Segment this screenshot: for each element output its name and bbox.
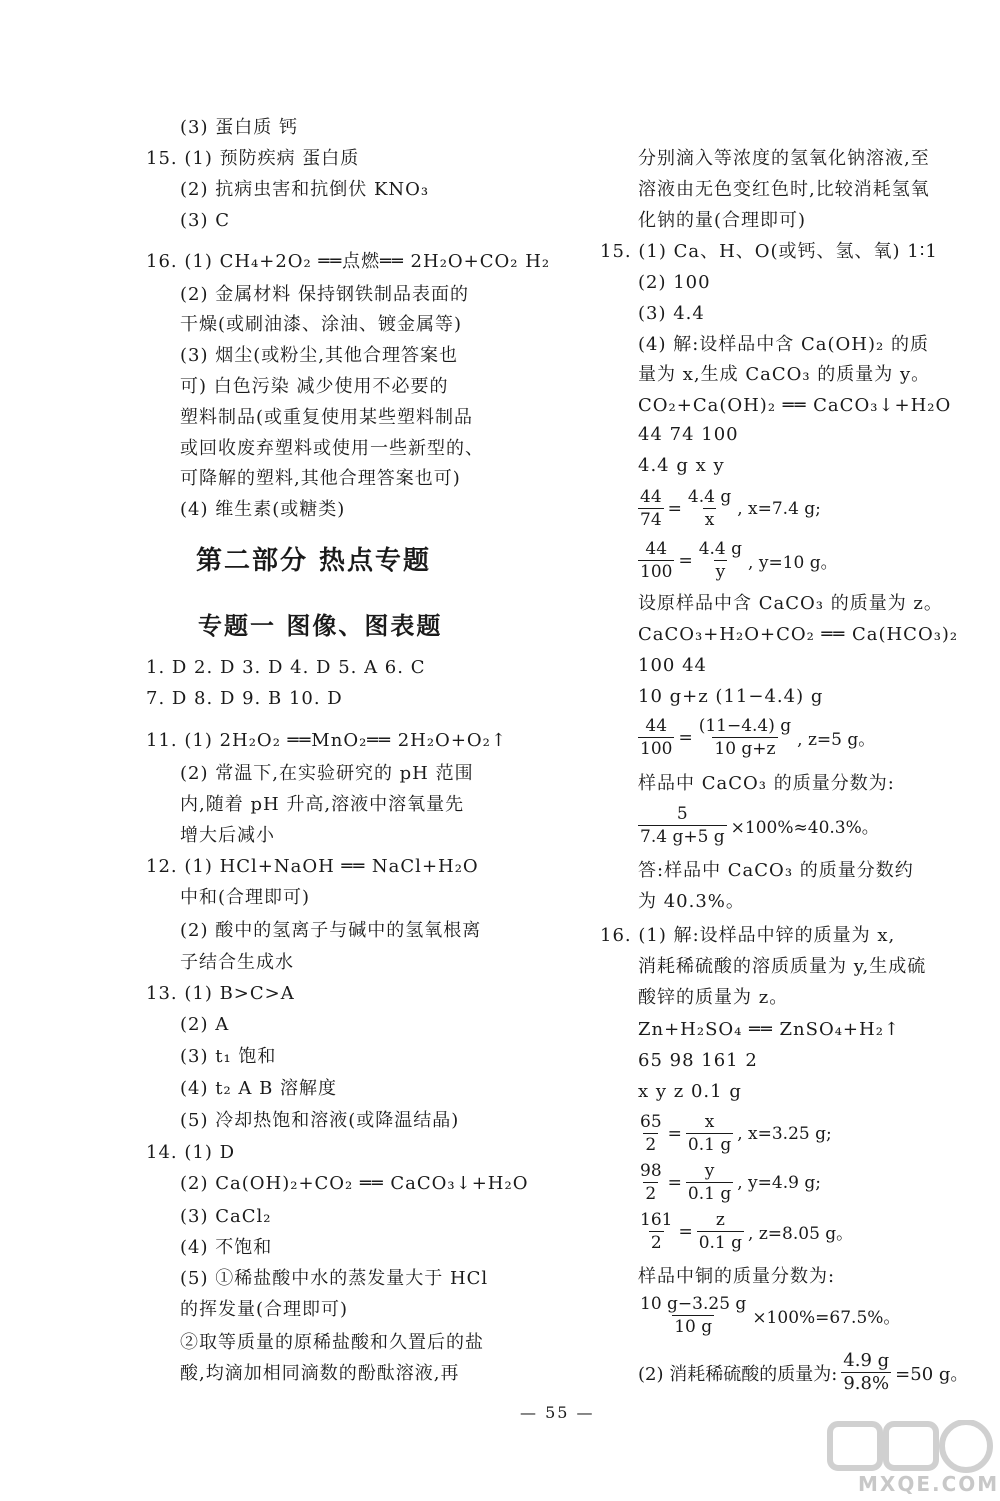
answer-line: 11. (1) 2H₂O₂ ══MnO₂══ 2H₂O+O₂↑ [146, 730, 507, 751]
equation-line: 44 74 100 [638, 424, 739, 445]
answer-line: 样品中铜的质量分数为: [638, 1266, 836, 1287]
answer-line: (5) 冷却热饱和溶液(或降温结晶) [180, 1110, 460, 1131]
fraction-equation: $\frac{44}{100}$ = $\frac{(11-4.4) g}{10 g+z}$ , z=5 g。 [640, 716, 876, 759]
answer-line: 16. (1) CH₄+2O₂ ══点燃══ 2H₂O+CO₂ H₂ [146, 251, 551, 272]
answer-line: (3) CaCl₂ [180, 1206, 272, 1227]
fraction-equation: $\frac{10 g-3.25 g}{10 g}$ ×100%=67.5%。 [640, 1294, 901, 1337]
answer-line: 可降解的塑料,其他合理答案也可) [180, 468, 461, 489]
answer-line: (3) 蛋白质 钙 [180, 117, 298, 138]
fraction-equation: $\frac{5}{7.4 g+5 g}$ ×100%≈40.3%。 [640, 804, 879, 847]
fraction-equation: $\frac{44}{74}$ = $\frac{4.4 g}{x}$ , x=7.4 g; [640, 487, 821, 530]
equation-line: 10 g+z (11−4.4) g [638, 686, 824, 707]
answer-line: 或回收废弃塑料或使用一些新型的、 [180, 438, 484, 459]
answer-line: 干燥(或刷油漆、涂油、镀金属等) [180, 314, 463, 335]
answer-line: (2) Ca(OH)₂+CO₂ ══ CaCO₃↓+H₂O [180, 1173, 529, 1194]
answer-line: 子结合生成水 [180, 952, 294, 973]
equation-line: Zn+H₂SO₄ ══ ZnSO₄+H₂↑ [638, 1019, 900, 1040]
page-number: — 55 — [520, 1403, 595, 1422]
answer-line: 化钠的量(合理即可) [638, 210, 807, 231]
answer-line: 酸锌的质量为 z。 [638, 987, 789, 1008]
equation-line: 65 98 161 2 [638, 1050, 758, 1071]
answer-line: (4) 维生素(或糖类) [180, 499, 346, 520]
answer-line: 塑料制品(或重复使用某些塑料制品 [180, 407, 474, 428]
answer-line: 设原样品中含 CaCO₃ 的质量为 z。 [638, 593, 943, 614]
answer-line: (3) 4.4 [638, 303, 705, 324]
fraction-equation: (2) 消耗稀硫酸的质量为: $\frac{4.9 g}{9.8\%}$ =50 g。 [638, 1350, 969, 1394]
answer-line: 16. (1) 解:设样品中锌的质量为 x, [600, 925, 896, 946]
equation-line: CaCO₃+H₂O+CO₂ ══ Ca(HCO₃)₂ [638, 624, 959, 645]
answer-line: 分别滴入等浓度的氢氧化钠溶液,至 [638, 148, 930, 169]
answer-line: 酸,均滴加相同滴数的酚酞溶液,再 [180, 1363, 460, 1384]
fraction-equation: $\frac{98}{2}$ = $\frac{y}{0.1 g}$ , y=4.9 g; [640, 1161, 821, 1204]
watermark-text: MXQE.COM [858, 1472, 1000, 1496]
answer-line: ②取等质量的原稀盐酸和久置后的盐 [180, 1332, 484, 1353]
answer-line: 12. (1) HCl+NaOH ══ NaCl+H₂O [146, 856, 479, 877]
part-title: 第二部分 热点专题 [196, 546, 432, 576]
fraction-equation: $\frac{44}{100}$ = $\frac{4.4 g}{y}$ , y=10 g。 [640, 539, 838, 582]
answer-line: (2) 金属材料 保持钢铁制品表面的 [180, 284, 469, 305]
equation-line: 4.4 g x y [638, 455, 725, 476]
answer-line: 溶液由无色变红色时,比较消耗氢氧 [638, 179, 930, 200]
answer-line: 15. (1) Ca、H、O(或钙、氢、氧) 1∶1 [600, 241, 938, 262]
answer-line: 7. D 8. D 9. B 10. D [146, 688, 343, 709]
fraction-equation: $\frac{65}{2}$ = $\frac{x}{0.1 g}$ , x=3.25 g; [640, 1112, 832, 1155]
answer-line: 中和(合理即可) [180, 887, 311, 908]
answer-line: (2) 抗病虫害和抗倒伏 KNO₃ [180, 179, 430, 200]
answer-line: 答:样品中 CaCO₃ 的质量分数约 [638, 860, 914, 881]
fraction-equation: $\frac{161}{2}$ = $\frac{z}{0.1 g}$ , z=8.05 g。 [640, 1210, 854, 1253]
answer-line: 1. D 2. D 3. D 4. D 5. A 6. C [146, 657, 426, 678]
answer-line: (2) A [180, 1014, 230, 1035]
answer-line: 14. (1) D [146, 1142, 235, 1163]
answer-line: 样品中 CaCO₃ 的质量分数为: [638, 773, 895, 794]
answer-line: 内,随着 pH 升高,溶液中溶氧量先 [180, 794, 465, 815]
answer-line: (4) 不饱和 [180, 1237, 273, 1258]
answer-line: (3) t₁ 饱和 [180, 1046, 277, 1067]
answer-line: 消耗稀硫酸的溶质质量为 y,生成硫 [638, 956, 927, 977]
answer-line: 量为 x,生成 CaCO₃ 的质量为 y。 [638, 364, 931, 385]
topic-title: 专题一 图像、图表题 [198, 612, 443, 640]
answer-line: (2) 酸中的氢离子与碱中的氢氧根离 [180, 920, 482, 941]
answer-line: (3) 烟尘(或粉尘,其他合理答案也 [180, 345, 458, 366]
answer-line: 增大后减小 [180, 825, 275, 846]
equation-line: CO₂+Ca(OH)₂ ══ CaCO₃↓+H₂O [638, 395, 952, 416]
equation-line: 100 44 [638, 655, 707, 676]
equation-line: x y z 0.1 g [638, 1081, 742, 1102]
answer-line: 13. (1) B>C>A [146, 983, 295, 1004]
answer-line: 15. (1) 预防疾病 蛋白质 [146, 148, 360, 169]
answer-line: 的挥发量(合理即可) [180, 1299, 349, 1320]
answer-line: (4) t₂ A B 溶解度 [180, 1078, 338, 1099]
answer-line: 为 40.3%。 [638, 891, 745, 912]
answer-line: (2) 常温下,在实验研究的 pH 范围 [180, 763, 474, 784]
answer-line: (3) C [180, 210, 230, 231]
answer-line: (5) ①稀盐酸中水的蒸发量大于 HCl [180, 1268, 489, 1289]
answer-line: (2) 100 [638, 272, 711, 293]
answer-line: 可) 白色污染 减少使用不必要的 [180, 376, 449, 397]
answer-line: (4) 解:设样品中含 Ca(OH)₂ 的质 [638, 334, 929, 355]
